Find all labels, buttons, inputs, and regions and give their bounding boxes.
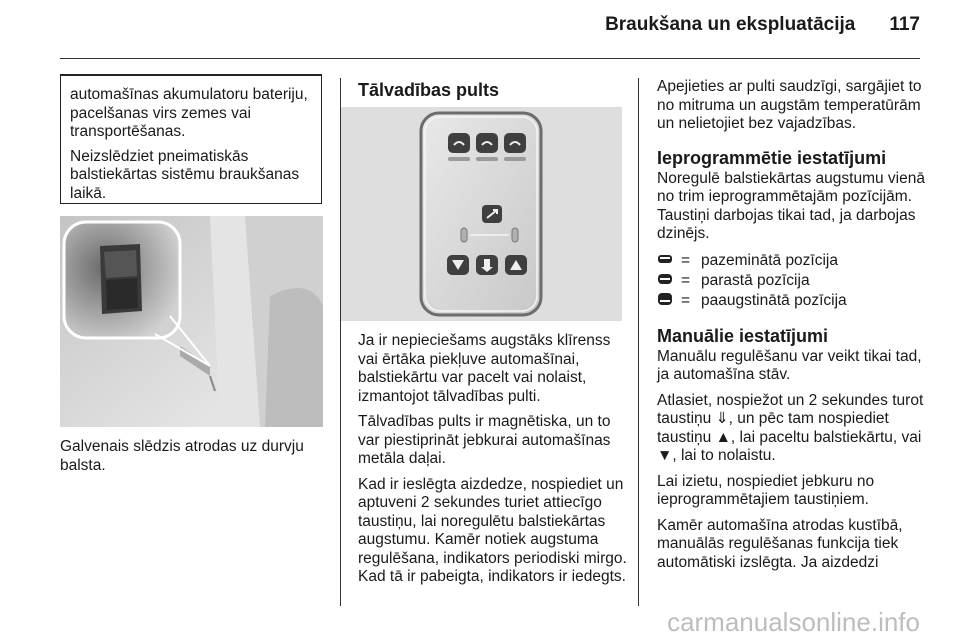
warning-paragraph: Neizslēdziet pneimatiskās balstiekārtas sistēmu braukšanas laikā. [70,147,300,202]
warning-box [60,74,322,204]
raised-position-icon [657,292,681,311]
manual-paragraph: Atlasiet, nospiežot un 2 sekundes turot taustiņu ⇓, un pēc tam nospiediet taustiņu ▲, lai paceltu balstiekārtu, vai ▼, lai to nolaistu. [657,391,924,464]
main-switch-photo [60,216,323,427]
legend-equals: = [681,252,691,270]
middle-heading-block [358,80,628,109]
body-paragraph: Tālvadības pults ir magnētiska, un to var piestiprināt jebkurai automašīnas metāla daļai. [358,413,611,467]
manual-paragraph: Kamēr automašīna atrodas kustībā, manuālās regulēšanas funkcija tiek automātiski izslēgta. Ja aizdedzi [657,516,903,571]
watermark: carmanualsonline.info [667,607,920,637]
photo-caption: Galvenais slēdzis atrodas uz durvju balsta. [60,438,304,474]
body-paragraph: Ja ir nepieciešams augstāks klīrenss vai ērtāka piekļuve automašīnai, balstiekārtu var pacelt vai nolaist, izmantojot tālvadības pulti. [358,332,611,405]
page-header [605,14,920,36]
legend-row-normal [657,272,925,292]
legend-row-raised [657,292,925,312]
legend-text: paaugstinātā pozīcija [701,292,847,310]
preset-heading: Ieprogrammētie iestatījumi [657,147,887,168]
page-number: 117 [889,14,920,35]
section-title: Braukšana un ekspluatācija [605,14,856,35]
remote-heading: Tālvadības pults [358,80,500,100]
middle-column-text [358,332,628,594]
legend-row-lowered [657,252,925,272]
manual-paragraph: Manuālu regulēšanu var veikt tikai tad, ja automašīna stāv. [657,347,922,383]
legend-text: pazeminātā pozīcija [701,252,838,270]
right-column-text [657,78,925,579]
header-rule [60,58,920,59]
manual-buttons [447,255,527,275]
body-paragraph: Kad ir ieslēgta aizdedze, nospiediet un aptuveni 2 sekundes turiet attiecīgo taustiņu, lai noregulētu balstiekārtas augstumu. Kamēr notiek augstuma regulēšana, indikators periodiski mirgo. Kad tā ir pabeigta, indikators ir iedegts. [358,475,627,585]
remote-control-illustration [341,107,622,321]
manual-paragraph: Lai izietu, nospiediet jebkuru no ieprogrammētajiem taustiņiem. [657,472,875,508]
legend-equals: = [681,292,691,310]
intro-paragraph: Apejieties ar pulti saudzīgi, sargājiet to no mitruma un augstām temperatūrām un nelietojiet bez vajadzības. [657,78,922,132]
manual-heading: Manuālie iestatījumi [657,325,829,346]
column-divider-2 [638,78,639,606]
lowered-position-icon [657,252,681,271]
normal-position-icon [657,272,681,291]
warning-paragraph: automašīnas akumulatoru bateriju, pacelšanas virs zemes vai transportēšanas. [70,86,308,140]
legend-text: parastā pozīcija [701,272,810,290]
preset-paragraph: Noregulē balstiekārtas augstumu vienā no trim ieprogrammētajām pozīcijām. Taustiņi darbojas tikai tad, ja darbojas dzinējs. [657,169,925,242]
legend-equals: = [681,272,691,290]
left-column-text [60,438,322,482]
